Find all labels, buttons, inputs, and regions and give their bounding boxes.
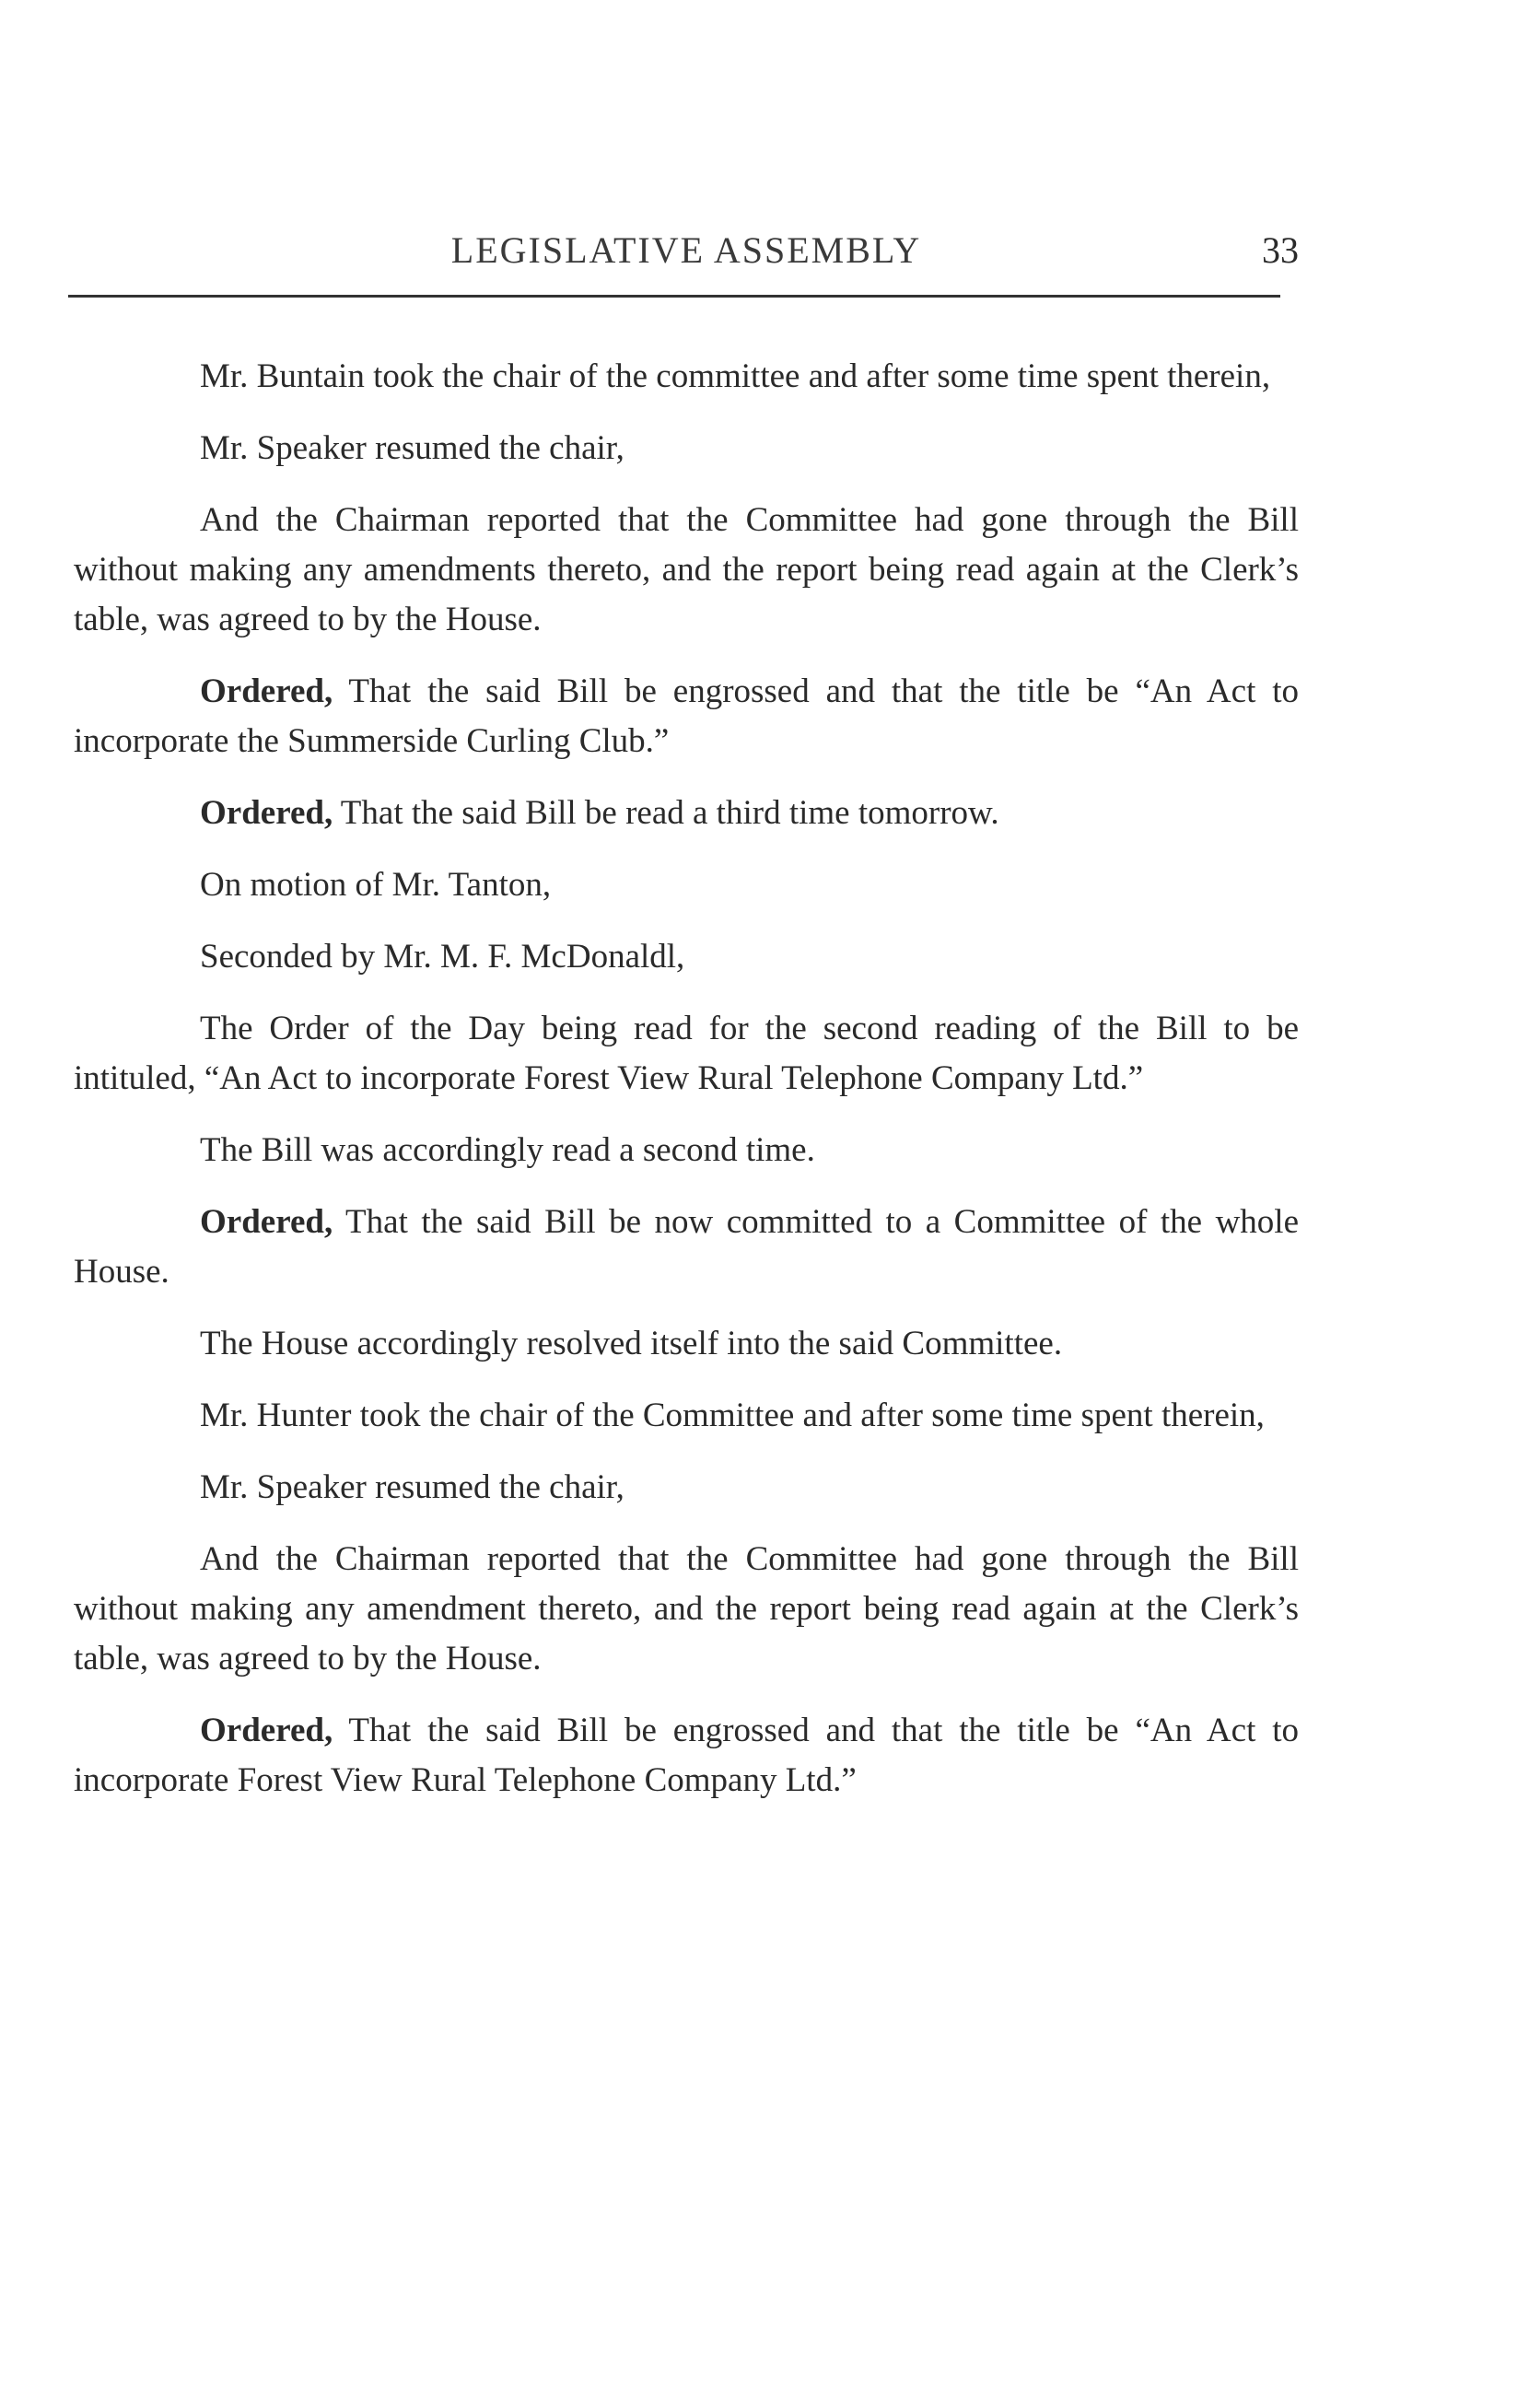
paragraph bbox=[74, 667, 1299, 766]
paragraph-text: And the Chairman reported that the Committee had gone through the Bill without making any amendments thereto, and the report being read again at the Clerk’s table, was agreed to by the House. bbox=[74, 501, 1299, 638]
paragraph-text: The House accordingly resolved itself into the said Committee. bbox=[200, 1325, 1063, 1362]
running-head: LEGISLATIVE ASSEMBLY bbox=[450, 229, 922, 271]
paragraph-text: Mr. Speaker resumed the chair, bbox=[200, 1468, 624, 1506]
paragraph-text: On motion of Mr. Tanton, bbox=[200, 866, 552, 904]
paragraph bbox=[74, 1706, 1299, 1806]
paragraph-text: The Order of the Day being read for the second reading of the Bill to be intituled, “An Act to incorporate Forest View Rural Telephone Company Ltd.” bbox=[74, 1010, 1299, 1097]
header-rule bbox=[68, 295, 1280, 298]
paragraph-lead: Ordered, bbox=[200, 672, 333, 710]
paragraph bbox=[74, 1126, 1299, 1175]
paragraph-text: And the Chairman reported that the Committee had gone through the Bill without making any amendment thereto, and the report being read again at the Clerk’s table, was agreed to by the House. bbox=[74, 1540, 1299, 1677]
paragraph bbox=[74, 1391, 1299, 1441]
paragraph-text: That the said Bill be read a third time tomorrow. bbox=[333, 794, 999, 832]
paragraph bbox=[74, 496, 1299, 645]
paragraph bbox=[74, 1463, 1299, 1513]
paragraph-lead: Ordered, bbox=[200, 1203, 333, 1241]
paragraph bbox=[74, 424, 1299, 473]
paragraph bbox=[74, 1319, 1299, 1369]
paragraph-lead: Ordered, bbox=[200, 1712, 333, 1749]
paragraph-text: Mr. Hunter took the chair of the Committee and after some time spent therein, bbox=[200, 1397, 1265, 1434]
paragraph bbox=[74, 1535, 1299, 1684]
page-header bbox=[74, 228, 1299, 284]
paragraph-text: The Bill was accordingly read a second time. bbox=[200, 1131, 815, 1169]
paragraph-text: That the said Bill be engrossed and that the title be “An Act to incorporate the Summerside Curling Club.” bbox=[74, 672, 1299, 760]
paragraph-text: Mr. Buntain took the chair of the committee and after some time spent therein, bbox=[200, 357, 1271, 395]
paragraph-text: Mr. Speaker resumed the chair, bbox=[200, 429, 624, 467]
paragraph bbox=[74, 860, 1299, 910]
paragraph-lead: Ordered, bbox=[200, 794, 333, 832]
paragraph bbox=[74, 932, 1299, 982]
paragraph bbox=[74, 1198, 1299, 1297]
page-number: 33 bbox=[1262, 229, 1299, 271]
paragraph-text: Seconded by Mr. M. F. McDonaldl, bbox=[200, 938, 685, 976]
paragraph-text: That the said Bill be engrossed and that the title be “An Act to incorporate Forest View Rural Telephone Company Ltd.” bbox=[74, 1712, 1299, 1799]
paragraph bbox=[74, 352, 1299, 402]
paragraph bbox=[74, 1004, 1299, 1104]
paragraph-text: That the said Bill be now committed to a Committee of the whole House. bbox=[74, 1203, 1299, 1291]
paragraph bbox=[74, 789, 1299, 838]
body-text bbox=[74, 352, 1299, 1828]
